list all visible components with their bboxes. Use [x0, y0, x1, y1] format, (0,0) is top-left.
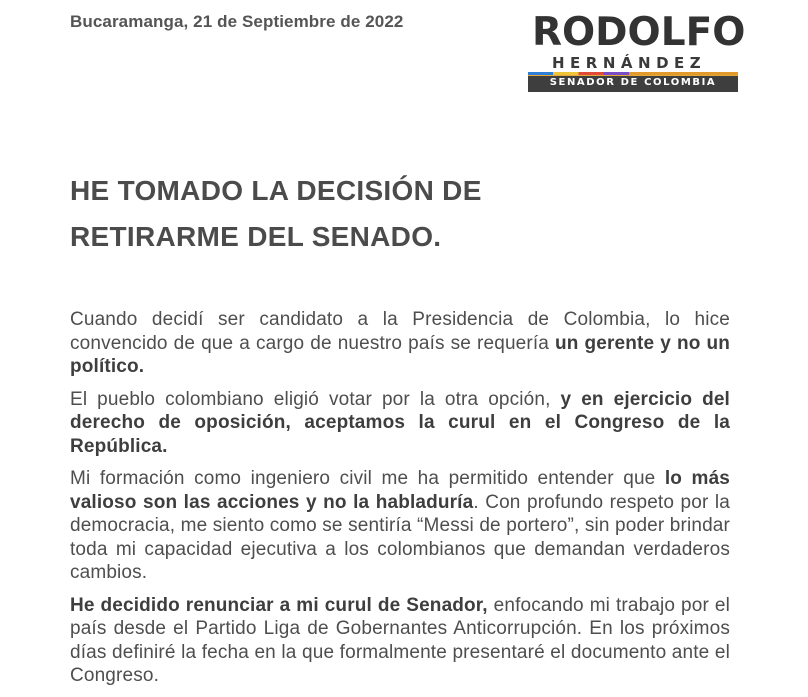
title-line-2: RETIRARME DEL SENADO.	[70, 221, 442, 252]
statement-body	[70, 308, 730, 697]
paragraph-4-text: enfocando mi trabajo por el país desde el Partido Liga de Gobernantes Anticorrupción. En los próximos días definiré la fecha en la que formalmente presentaré el documento ante el Congreso.	[70, 594, 730, 686]
logo-surname: HERNÁNDEZ	[552, 54, 707, 72]
title-line-1: HE TOMADO LA DECISIÓN DE	[70, 175, 482, 206]
paragraph-1	[70, 308, 730, 379]
paragraph-2-emphasis: y en ejercicio del derecho de oposición, aceptamos la curul en el Congreso de la República.	[70, 388, 730, 457]
paragraph-3	[70, 467, 730, 585]
paragraph-2	[70, 388, 730, 459]
paragraph-4	[70, 594, 730, 688]
paragraph-3-text-end: . Con profundo respeto por la democracia, me siento como se sentiría “Messi de portero”, sin poder brindar toda mi capacidad ejecutiva a los colombianos que demandan verdaderos cambios.	[70, 491, 730, 583]
document-date: Bucaramanga, 21 de Septiembre de 2022	[70, 12, 404, 31]
paragraph-1-text: Cuando decidí ser candidato a la Presidencia de Colombia, lo hice convencido de que a cargo de nuestro país se requería	[70, 309, 730, 354]
paragraph-4-emphasis: He decidido renunciar a mi curul de Senador,	[70, 594, 488, 616]
logo-tagline: SENADOR DE COLOMBIA	[549, 77, 717, 88]
paragraph-1-emphasis: un gerente y no un político.	[70, 332, 730, 377]
paragraph-3-text: Mi formación como ingeniero civil me ha permitido entender que	[70, 468, 665, 489]
logo-name: RODOLFO	[532, 10, 746, 55]
paragraph-2-text: El pueblo colombiano eligió votar por la otra opción,	[70, 388, 561, 410]
senator-logo	[526, 10, 746, 94]
page-title	[70, 168, 590, 260]
paragraph-3-emphasis: lo más valioso son las acciones y no la habladuría	[70, 468, 730, 513]
